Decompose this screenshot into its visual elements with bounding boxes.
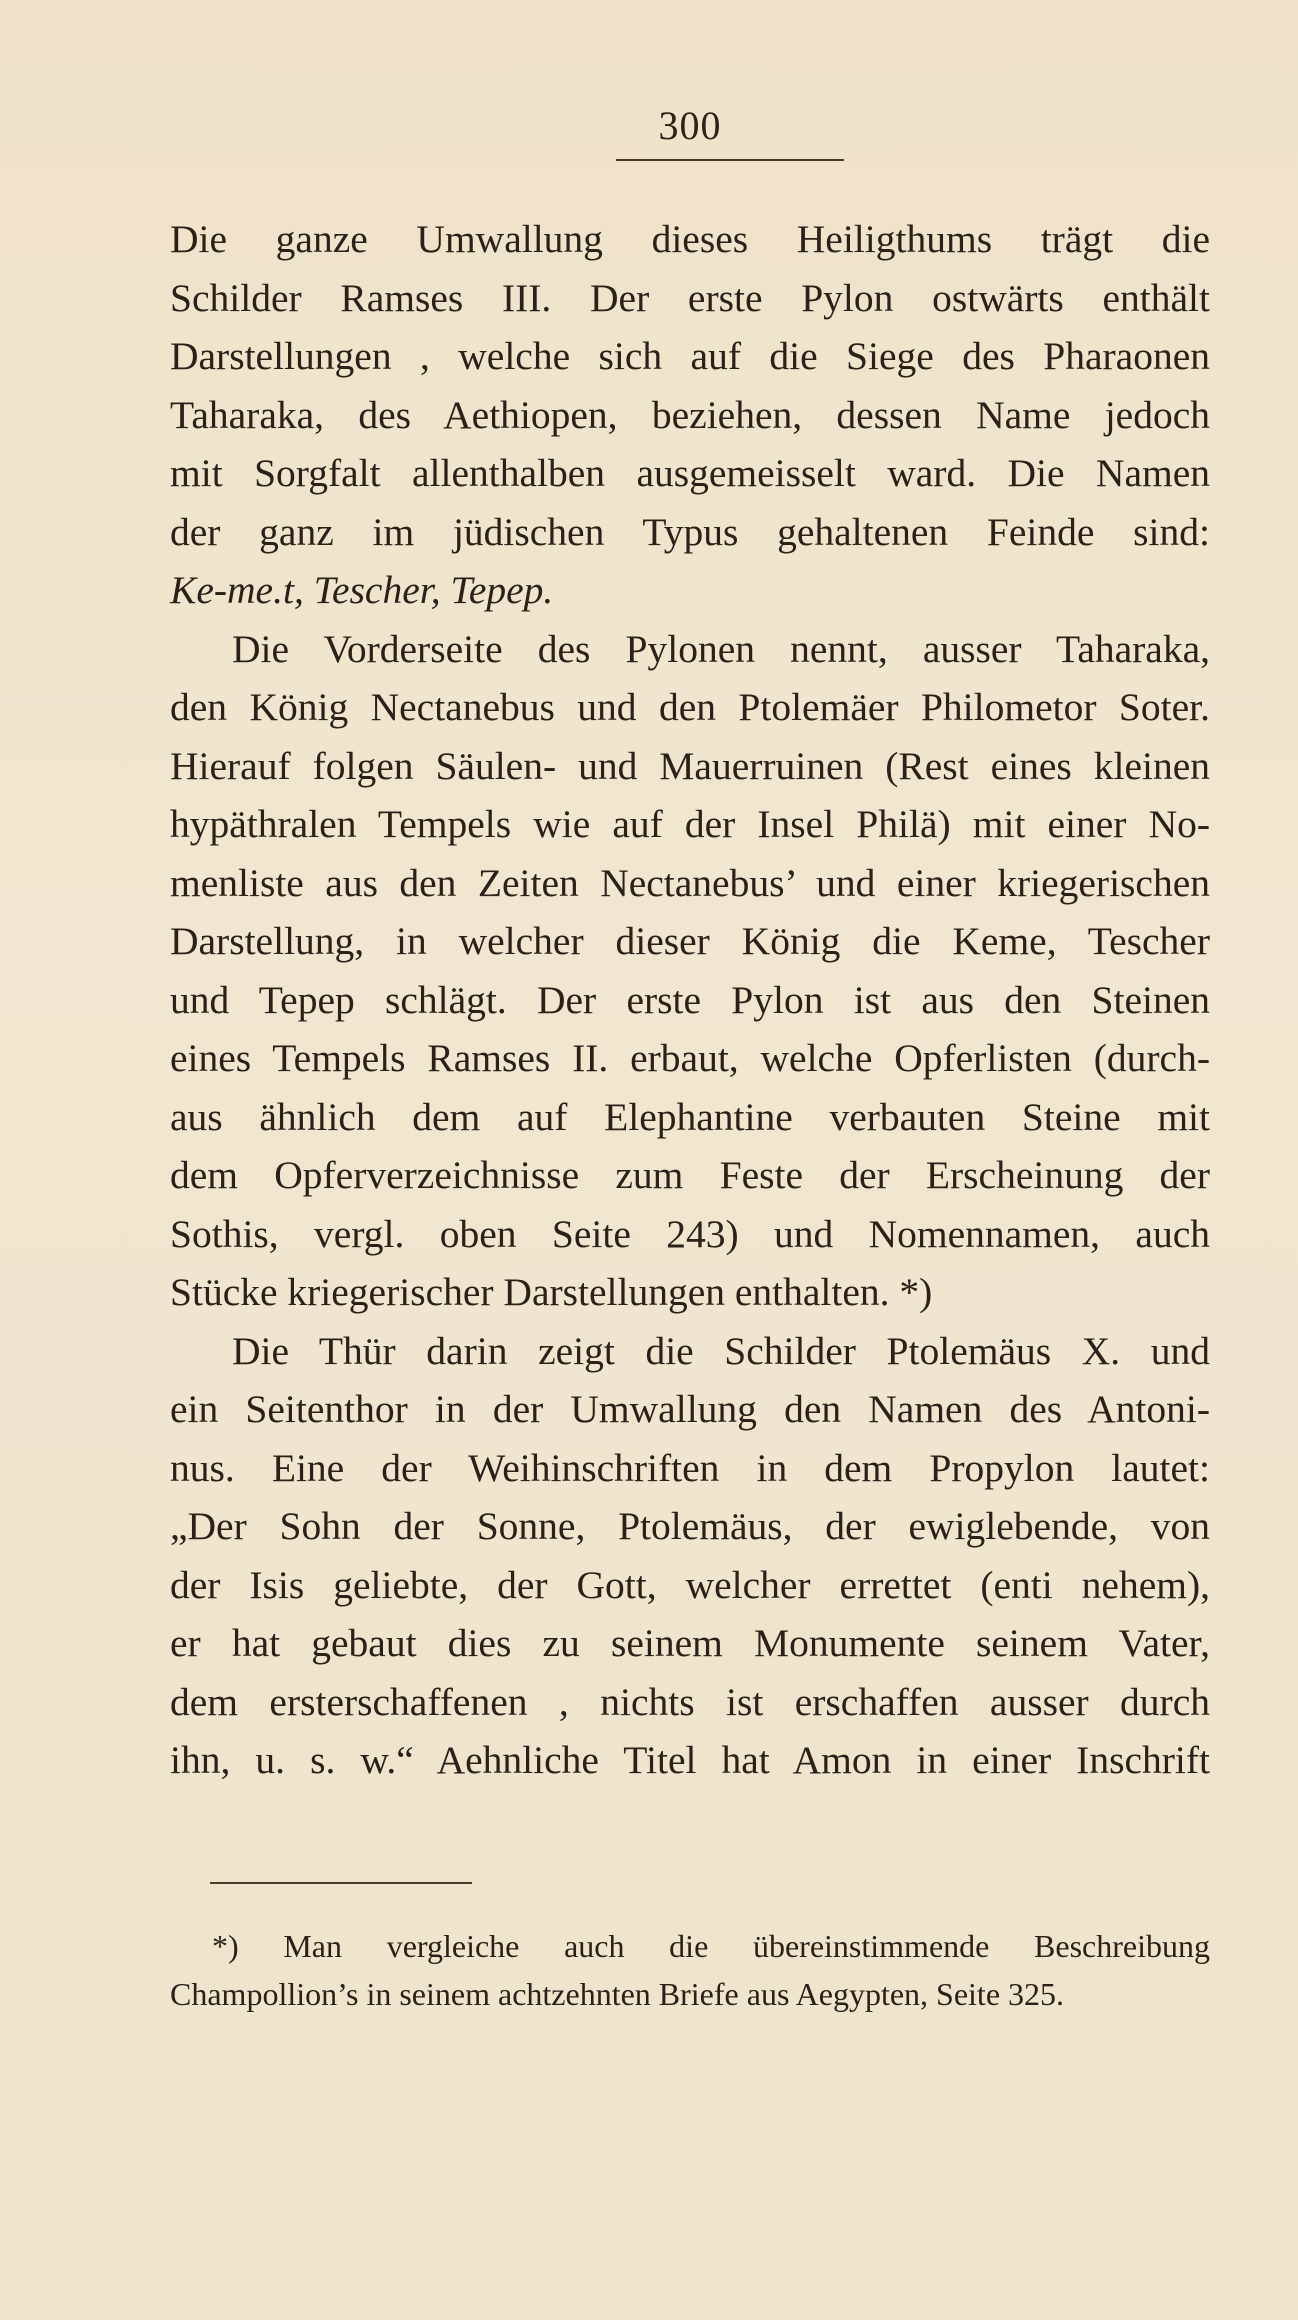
text-line: Die Thür darin zeigt die Schilder Ptolemäus X. und [232, 1328, 1210, 1373]
text-line: Ke-me.t, Tescher, Tepep. [170, 568, 554, 612]
text-line: dem Opferverzeichnisse zum Feste der Erscheinung der [170, 1153, 1210, 1197]
footnotes [170, 1922, 1210, 2018]
footnote-line: Champollion’s in seinem achtzehnten Briefe aus Aegypten, Seite 325. [170, 1976, 1065, 2012]
text-line: Sothis, vergl. oben Seite 243) und Nomennamen, auch [170, 1211, 1210, 1256]
text-line: dem ersterschaffenen , nichts ist erschaffen ausser durch [170, 1679, 1210, 1724]
text-line: den König Nectanebus und den Ptolemäer Philometor Soter. [170, 685, 1210, 729]
header-rule [616, 159, 844, 161]
text-line: Die ganze Umwallung dieses Heiligthums trägt die [170, 217, 1210, 261]
text-line: Darstellungen , welche sich auf die Siege des Pharaonen [170, 334, 1210, 378]
text-line: Die Vorderseite des Pylonen nennt, ausser Taharaka, [232, 626, 1210, 671]
text-line: mit Sorgfalt allenthalben ausgemeisselt ward. Die Namen [170, 451, 1210, 495]
text-line: und Tepep schlägt. Der erste Pylon ist aus den Steinen [170, 977, 1210, 1022]
text-line: Hierauf folgen Säulen- und Mauerruinen (Rest eines kleinen [170, 743, 1210, 788]
footnote-rule [210, 1882, 472, 1884]
text-line: der ganz im jüdischen Typus gehaltenen Feinde sind: [170, 509, 1210, 554]
text-line: er hat gebaut dies zu seinem Monumente seinem Vater, [170, 1621, 1210, 1665]
page-number: 300 [658, 103, 722, 148]
text-line: eines Tempels Ramses II. erbaut, welche Opferlisten (durch- [170, 1036, 1210, 1080]
text-line: menliste aus den Zeiten Nectanebus’ und einer kriegerischen [170, 860, 1210, 905]
text-line: hypäthralen Tempels wie auf der Insel Philä) mit einer No- [170, 802, 1210, 846]
text-line: Taharaka, des Aethiopen, beziehen, dessen Name jedoch [170, 392, 1210, 437]
text-line: „Der Sohn der Sonne, Ptolemäus, der ewiglebende, von [170, 1504, 1210, 1548]
text-line: aus ähnlich dem auf Elephantine verbauten Steine mit [170, 1094, 1210, 1139]
body-text [170, 210, 1210, 1790]
text-line: nus. Eine der Weihinschriften in dem Propylon lautet: [170, 1445, 1210, 1490]
text-line: Schilder Ramses III. Der erste Pylon ostwärts enthält [170, 275, 1210, 320]
footnote-line: *) Man vergleiche auch die übereinstimmende Beschreibung [212, 1928, 1210, 1964]
text-line: der Isis geliebte, der Gott, welcher errettet (enti nehem), [170, 1562, 1210, 1607]
text-line: Stücke kriegerischer Darstellungen enthalten. *) [170, 1270, 933, 1314]
text-line: Darstellung, in welcher dieser König die Keme, Tescher [170, 919, 1210, 963]
text-line: ihn, u. s. w.“ Aehnliche Titel hat Amon in einer Inschrift [170, 1738, 1210, 1782]
text-line: ein Seitenthor in der Umwallung den Namen des Antoni- [170, 1387, 1210, 1431]
